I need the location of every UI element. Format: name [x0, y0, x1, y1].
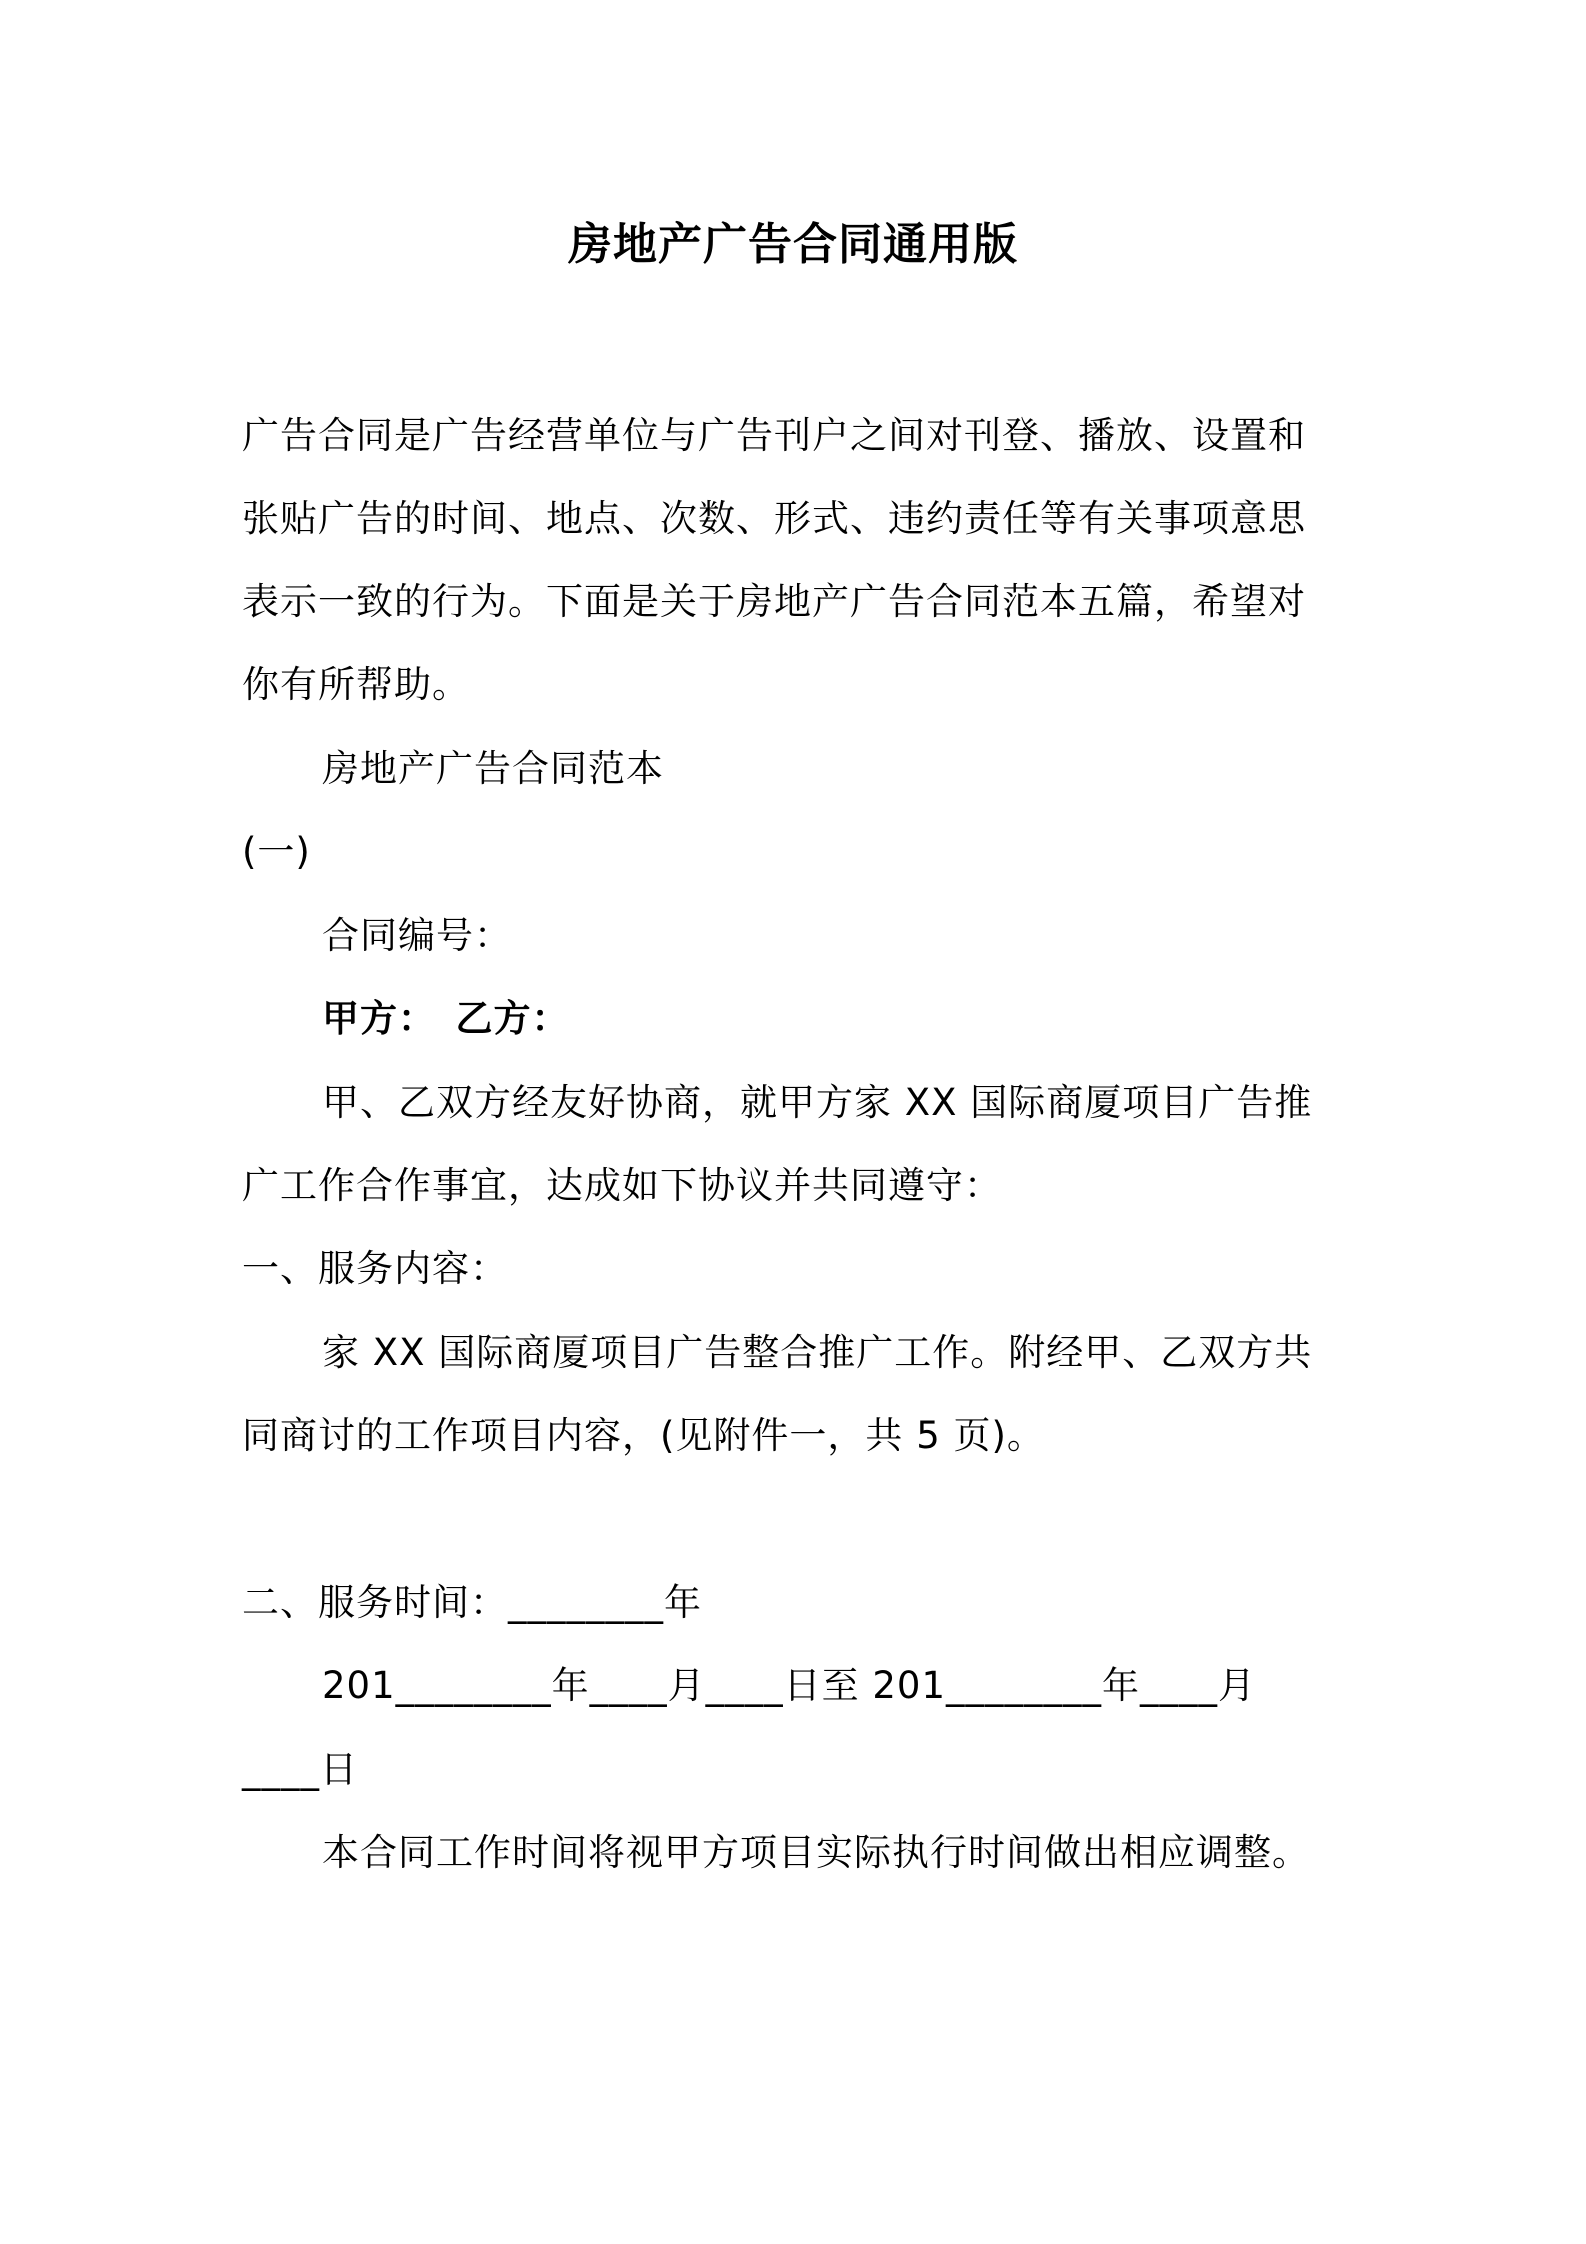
- schedule-adjustment-note: 本合同工作时间将视甲方项目实际执行时间做出相应调整。: [322, 1831, 1310, 1874]
- service-period-line-1: 201________年____月____日至 201________年____月: [322, 1664, 1257, 1707]
- service-content-line-1: 家 XX 国际商厦项目广告整合推广工作。附经甲、乙双方共: [322, 1331, 1313, 1374]
- section-2-heading: 二、服务时间：________年: [242, 1581, 702, 1624]
- intro-line-2: 张贴广告的时间、地点、次数、形式、违约责任等有关事项意思: [242, 497, 1306, 540]
- parties-label: 甲方： 乙方：: [322, 997, 570, 1040]
- intro-line-3: 表示一致的行为。下面是关于房地产广告合同范本五篇，希望对: [242, 580, 1306, 623]
- sample-number: (一): [242, 830, 311, 873]
- contract-number-label: 合同编号：: [322, 914, 512, 957]
- intro-line-1: 广告合同是广告经营单位与广告刊户之间对刊登、播放、设置和: [242, 414, 1306, 457]
- intro-line-4: 你有所帮助。: [242, 663, 470, 706]
- sample-heading: 房地产广告合同范本: [322, 747, 664, 790]
- service-period-line-2: ____日: [242, 1748, 358, 1791]
- section-1-heading: 一、服务内容：: [242, 1247, 508, 1290]
- agreement-line-2: 广工作合作事宜，达成如下协议并共同遵守：: [242, 1164, 1002, 1207]
- agreement-line-1: 甲、乙双方经友好协商，就甲方家 XX 国际商厦项目广告推: [322, 1081, 1313, 1124]
- document-title: 房地产广告合同通用版: [568, 219, 1018, 270]
- service-content-line-2: 同商讨的工作项目内容，(见附件一，共 5 页)。: [242, 1414, 1045, 1457]
